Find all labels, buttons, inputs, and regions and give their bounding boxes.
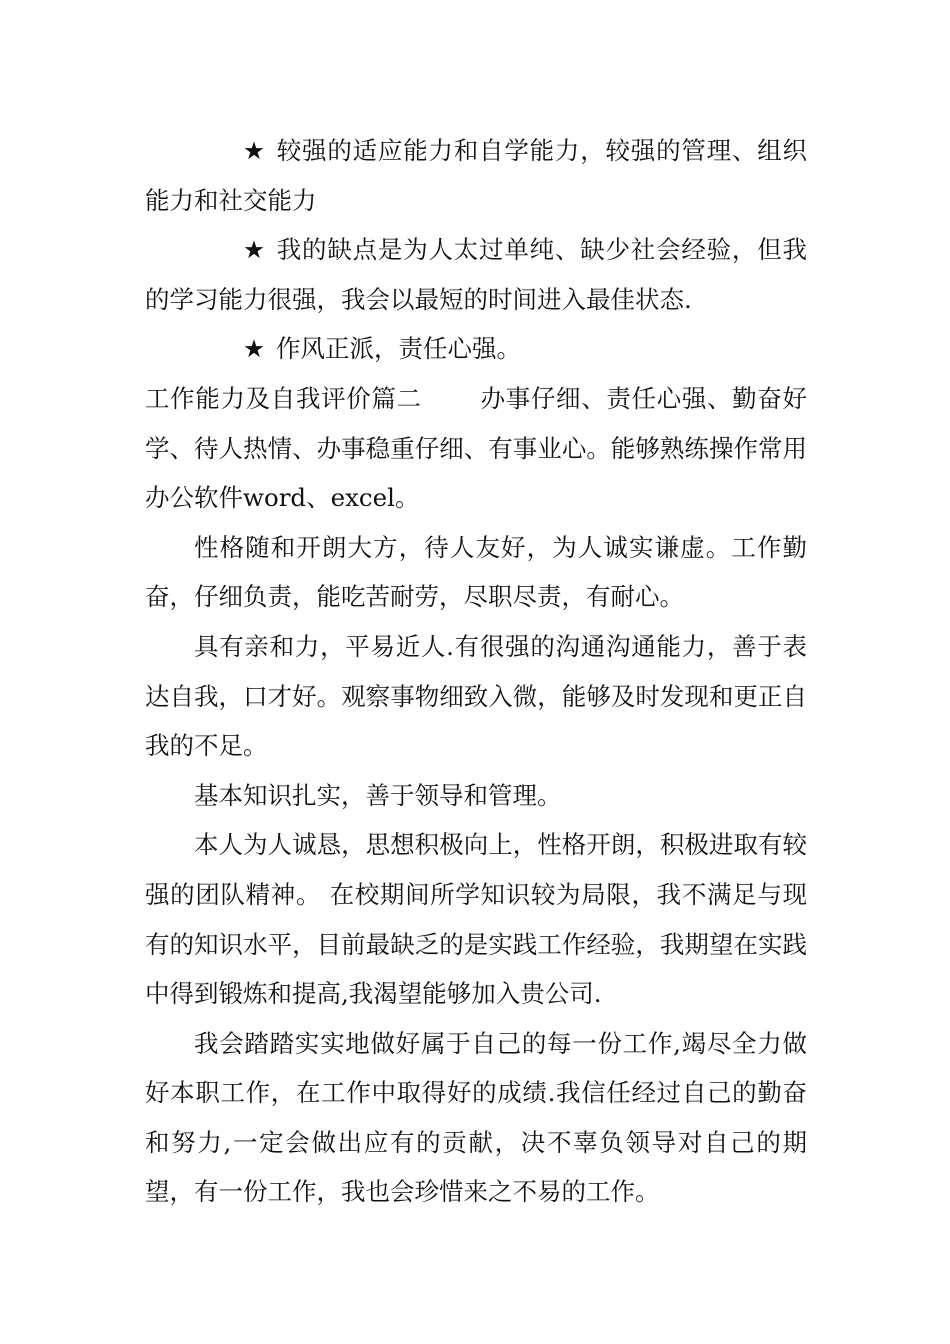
paragraph-text: 性格随和开朗大方，待人友好，为人诚实谦虚。工作勤奋，仔细负责，能吃苦耐劳，尽职尽责，有耐心。 bbox=[145, 532, 807, 612]
paragraph-text: 作风正派，责任心强。 bbox=[275, 334, 521, 364]
paragraph-text: 本人为人诚恳，思想积极向上，性格开朗，积极进取有较强的团队精神。 在校期间所学知识较为局限，我不满足与现有的知识水平，目前最缺乏的是实践工作经验，我期望在实践中得到锻炼和提高,我渴望能够加入贵公司. bbox=[145, 830, 807, 1009]
paragraph-section-two bbox=[145, 374, 807, 523]
paragraph-text: 较强的适应能力和自学能力，较强的管理、组织能力和社交能力 bbox=[145, 136, 807, 215]
paragraph-weakness bbox=[145, 225, 807, 324]
paragraph-text: 办事仔细、责任心强、勤奋好学、待人热情、办事稳重仔细、有事业心。能够熟练操作常用办公软件word、excel。 bbox=[145, 383, 808, 513]
paragraph-text: 我的缺点是为人太过单纯、缺少社会经验，但我的学习能力很强，我会以最短的时间进入最佳状态. bbox=[145, 235, 807, 314]
star-icon: ★ bbox=[243, 136, 265, 165]
paragraph-integrity bbox=[145, 324, 807, 374]
paragraph-commitment bbox=[145, 1019, 807, 1217]
paragraph-self-description bbox=[145, 820, 807, 1018]
star-icon: ★ bbox=[243, 334, 265, 364]
paragraph-personality bbox=[145, 523, 807, 622]
paragraph-knowledge bbox=[145, 771, 807, 821]
paragraph-communication bbox=[145, 622, 807, 771]
paragraph-strengths bbox=[145, 126, 807, 225]
paragraph-text: 我会踏踏实实地做好属于自己的每一份工作,竭尽全力做好本职工作，在工作中取得好的成绩.我信任经过自己的勤奋和努力,一定会做出应有的贡献，决不辜负领导对自己的期望，有一份工作，我也会珍惜来之不易的工作。 bbox=[145, 1028, 807, 1207]
paragraph-text: 基本知识扎实，善于领导和管理。 bbox=[194, 780, 562, 810]
paragraph-text: 具有亲和力，平易近人.有很强的沟通沟通能力，善于表达自我，口才好。观察事物细致入微，能够及时发现和更正自我的不足。 bbox=[145, 631, 807, 761]
section-heading: 工作能力及自我评价篇二 bbox=[145, 383, 422, 413]
star-icon: ★ bbox=[243, 235, 265, 265]
document-body bbox=[145, 126, 807, 1217]
